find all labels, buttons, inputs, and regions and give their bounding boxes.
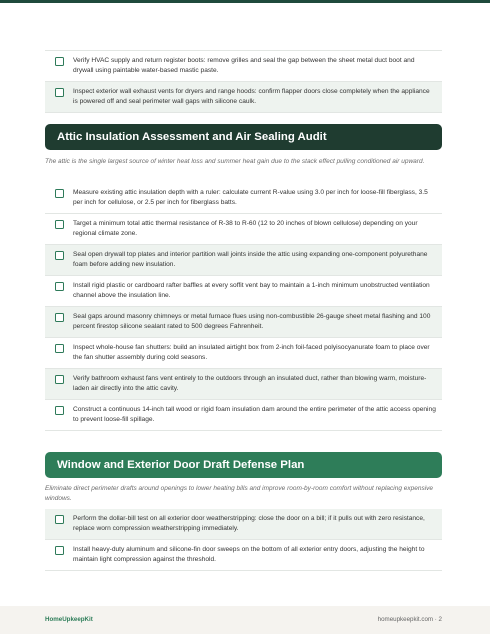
- checkbox[interactable]: [55, 57, 64, 66]
- checklist-item: [45, 214, 442, 245]
- checklist-item-text: Verify bathroom exhaust fans vent entirely to the outdoors through an insulated duct, rather than blowing warm, moisture-laden air directly into the attic cavity.: [73, 375, 427, 392]
- checklist-item-text: Verify HVAC supply and return register boots: remove grilles and seal the gap between the sheet metal duct boot and drywall using paintable water-based mastic paste.: [73, 57, 415, 74]
- attic-checklist: [45, 183, 442, 431]
- checklist-item: [45, 509, 442, 540]
- page-footer: [0, 606, 490, 634]
- checklist-item: [45, 276, 442, 307]
- checkbox[interactable]: [55, 189, 64, 198]
- checklist-item-text: Construct a continuous 14-inch tall wood or rigid foam insulation dam around the entire perimeter of the attic access opening to prevent loose-fill spillage.: [73, 406, 436, 423]
- window-section-intro: Eliminate direct perimeter drafts around openings to lower heating bills and improve room-by-room comfort without replacing expensive windows.: [45, 485, 434, 502]
- attic-section-header: Attic Insulation Assessment and Air Sealing Audit: [45, 124, 442, 150]
- checklist-item: [45, 540, 442, 571]
- checkbox[interactable]: [55, 251, 64, 260]
- attic-section-intro: The attic is the single largest source of winter heat loss and summer heat gain due to the stack effect pulling conditioned air upward.: [45, 158, 425, 165]
- checklist-item: [45, 245, 442, 276]
- footer-page-info: homeupkeepkit.com · 2: [377, 616, 442, 623]
- checklist-item-text: Install heavy-duty aluminum and silicone-fin door sweeps on the bottom of all exterior entry doors, adjusting the height to maintain light compression against the threshold.: [73, 546, 425, 563]
- checkbox[interactable]: [55, 220, 64, 229]
- checklist-continued: [45, 50, 442, 113]
- footer-brand: HomeUpkeepKit: [45, 616, 93, 623]
- checkbox[interactable]: [55, 375, 64, 384]
- checkbox[interactable]: [55, 546, 64, 555]
- checklist-item-text: Seal open drywall top plates and interior partition wall joints inside the attic using expanding one-component polyurethane foam before adding new insulation.: [73, 251, 428, 268]
- checklist-item: [45, 307, 442, 338]
- checklist-item-text: Inspect whole-house fan shutters: build an insulated airtight box from 2-inch foil-faced polyisocyanurate foam to place over the fan shutter assembly during cold seasons.: [73, 344, 430, 361]
- window-checklist: [45, 509, 442, 571]
- checklist-item-text: Perform the dollar-bill test on all exterior door weatherstripping: close the door on a bill; if it pulls out with zero resistance, replace worn compression weatherstripping immediately.: [73, 515, 425, 532]
- window-section-header: Window and Exterior Door Draft Defense Plan: [45, 452, 442, 478]
- checklist-item-text: Target a minimum total attic thermal resistance of R-38 to R-60 (12 to 20 inches of blown cellulose) depending on your regional climate zone.: [73, 220, 418, 237]
- checklist-item: [45, 400, 442, 431]
- checklist-item: [45, 82, 442, 113]
- checklist-item: [45, 183, 442, 214]
- checkbox[interactable]: [55, 344, 64, 353]
- checkbox[interactable]: [55, 515, 64, 524]
- checklist-item: [45, 51, 442, 82]
- checklist-item-text: Measure existing attic insulation depth with a ruler: calculate current R-value using 3.0 per inch for loose-fill fiberglass, 3.5 per inch for cellulose, or 2.5 per inch for fiberglass batts.: [73, 189, 428, 206]
- checklist-item: [45, 338, 442, 369]
- checklist-item-text: Inspect exterior wall exhaust vents for dryers and range hoods: confirm flapper doors close completely when the appliance is powered off and seal perimeter wall gaps with silicone caulk.: [73, 88, 430, 105]
- checkbox[interactable]: [55, 406, 64, 415]
- checkbox[interactable]: [55, 282, 64, 291]
- checkbox[interactable]: [55, 313, 64, 322]
- checkbox[interactable]: [55, 88, 64, 97]
- checklist-item: [45, 369, 442, 400]
- checklist-item-text: Seal gaps around masonry chimneys or metal furnace flues using non-combustible 26-gauge sheet metal flashing and 100 percent firestop silicone sealant rated to 500 degrees Fahrenheit.: [73, 313, 431, 330]
- top-rule: [0, 0, 490, 3]
- checklist-item-text: Install rigid plastic or cardboard rafter baffles at every soffit vent bay to maintain a 1-inch minimum unobstructed ventilation channel above the insulation line.: [73, 282, 430, 299]
